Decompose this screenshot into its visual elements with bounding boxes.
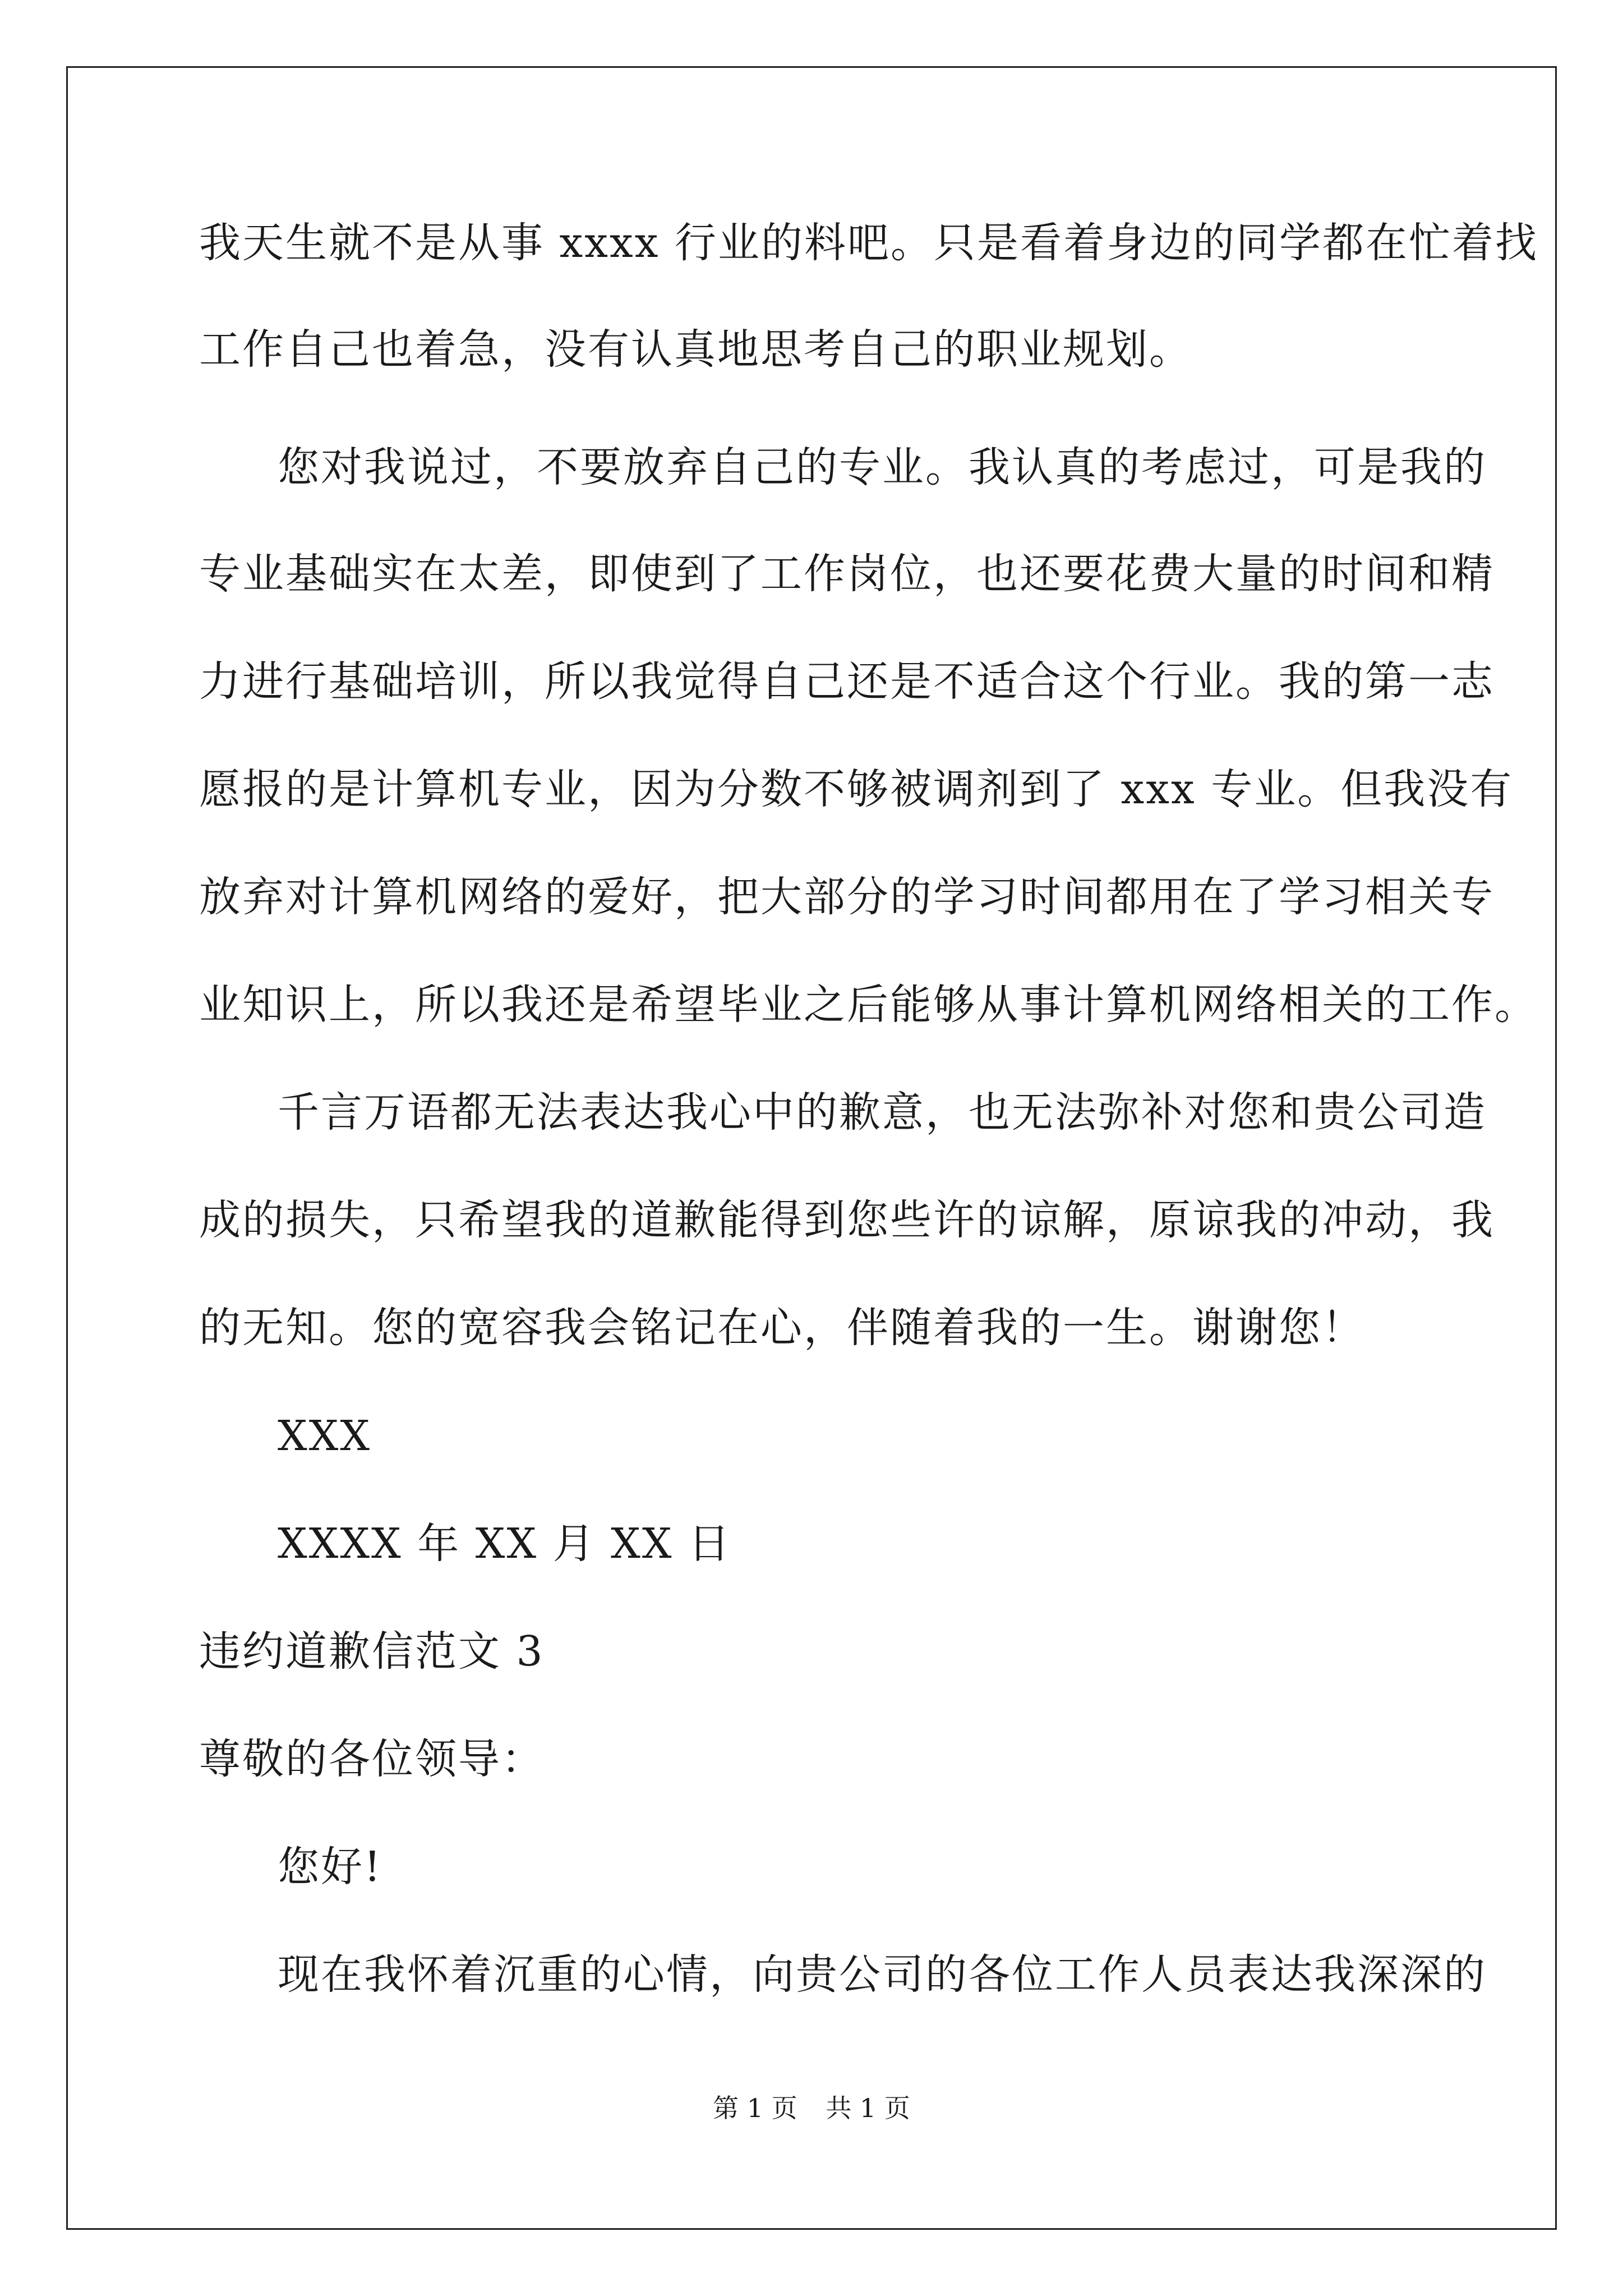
salutation: 尊敬的各位领导：	[199, 1735, 545, 1783]
text-line: 工作自己也着急，没有认真地思考自己的职业规划。	[199, 325, 1192, 374]
text-line: 我天生就不是从事 xxxx 行业的料吧。只是看着身边的同学都在忙着找	[199, 219, 1538, 267]
text-line: 愿报的是计算机专业，因为分数不够被调剂到了 xxx 专业。但我没有	[199, 765, 1514, 813]
text-line: 成的损失，只希望我的道歉能得到您些许的谅解，原谅我的冲动，我	[199, 1196, 1495, 1244]
text-line: 专业基础实在太差，即使到了工作岗位，也还要花费大量的时间和精	[199, 550, 1495, 598]
paragraph-start-line: 千言万语都无法表达我心中的歉意，也无法弥补对您和贵公司造	[278, 1088, 1487, 1137]
page-footer	[0, 2091, 1623, 2125]
text-line: 的无知。您的宽容我会铭记在心，伴随着我的一生。谢谢您！	[199, 1304, 1365, 1352]
signature-name: XXX	[278, 1412, 372, 1460]
page-frame	[66, 66, 1557, 2230]
greeting: 您好!	[278, 1843, 382, 1891]
paragraph-start-line: 您对我说过，不要放弃自己的专业。我认真的考虑过，可是我的	[278, 443, 1487, 491]
signature-date: XXXX 年 XX 月 XX 日	[278, 1520, 732, 1568]
paragraph-start-line: 现在我怀着沉重的心情，向贵公司的各位工作人员表达我深深的	[278, 1950, 1487, 1999]
page-total: 共 1 页	[826, 2093, 910, 2123]
page-number: 第 1 页	[713, 2093, 797, 2123]
text-line: 业知识上，所以我还是希望毕业之后能够从事计算机网络相关的工作。	[199, 981, 1538, 1029]
text-line: 放弃对计算机网络的爱好，把大部分的学习时间都用在了学习相关专	[199, 873, 1495, 921]
section-title: 违约道歉信范文 3	[199, 1627, 545, 1676]
text-line: 力进行基础培训，所以我觉得自己还是不适合这个行业。我的第一志	[199, 657, 1495, 706]
